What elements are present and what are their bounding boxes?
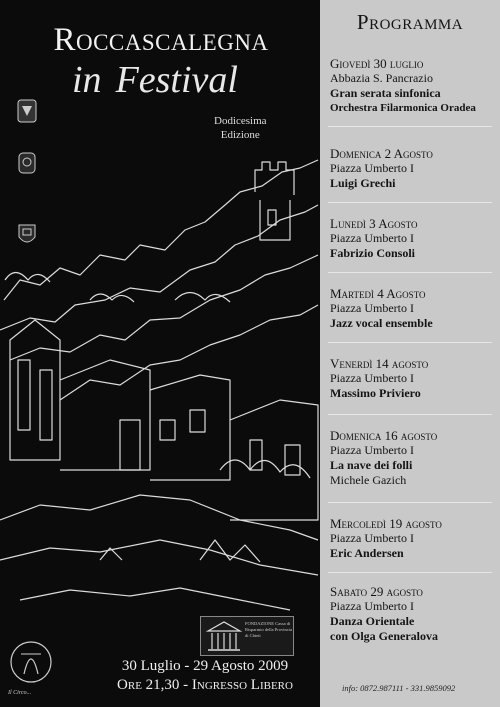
programma-title: Programma (356, 10, 464, 34)
event-place: Piazza Umberto I (330, 531, 414, 545)
date-range: 30 Luglio - 29 Agosto 2009 (121, 658, 289, 674)
festival-title: Roccascalegna (53, 22, 269, 58)
event-day: Giovedì 30 luglio (330, 56, 424, 71)
event-performer: Massimo Priviero (330, 386, 421, 400)
edition-label (214, 114, 267, 142)
divider (328, 502, 492, 503)
event-day: Mercoledì 19 agosto (330, 516, 442, 531)
edition-line-2: Edizione (220, 129, 260, 141)
event-performer: Eric Andersen (330, 546, 404, 560)
event-item (330, 146, 498, 191)
event-item (330, 216, 498, 261)
event-performer: Jazz vocal ensemble (330, 316, 433, 330)
event-day: Domenica 16 agosto (330, 428, 438, 443)
event-day: Domenica 2 Agosto (330, 146, 433, 161)
divider (328, 342, 492, 343)
event-item (330, 516, 498, 561)
event-place: Piazza Umberto I (330, 231, 414, 245)
regione-crest-icon (14, 98, 40, 124)
event-day: Lunedì 3 Agosto (330, 216, 418, 231)
event-place: Abbazia S. Pancrazio (330, 71, 433, 85)
event-performer: Luigi Grechi (330, 176, 396, 190)
event-item (330, 286, 498, 331)
divider (328, 126, 492, 127)
event-extra: con Olga Generalova (330, 629, 438, 643)
provincia-crest-icon (14, 150, 40, 176)
event-place: Piazza Umberto I (330, 301, 414, 315)
event-place: Piazza Umberto I (330, 443, 414, 457)
bottom-logo-text: Il Circo... (8, 690, 32, 696)
divider (328, 202, 492, 203)
programma-panel (320, 0, 500, 707)
divider (328, 272, 492, 273)
event-day: Venerdì 14 agosto (330, 356, 429, 371)
divider (328, 572, 492, 573)
fondazione-label: FONDAZIONE Cassa di Risparmio della Provincia di Chieti (245, 621, 292, 638)
time-entry: Ore 21,30 - Ingresso Libero (117, 677, 293, 693)
festival-dates (90, 658, 320, 694)
event-performer: Gran serata sinfonica (330, 86, 441, 100)
event-item (330, 584, 498, 644)
edition-line-1: Dodicesima (214, 115, 267, 127)
event-item (330, 56, 498, 116)
emblem-icon (6, 634, 56, 690)
festival-subtitle (72, 58, 238, 102)
fondazione-logo (200, 616, 294, 656)
event-extra: Orchestra Filarmonica Oradea (330, 102, 476, 114)
bottom-left-logo (6, 634, 56, 704)
event-item (330, 356, 498, 401)
subtitle-festival: Festival (115, 59, 238, 101)
event-extra: Michele Gazich (330, 473, 407, 487)
divider (328, 414, 492, 415)
info-contact: info: 0872.987111 - 331.9859092 (342, 683, 456, 693)
event-performer: La nave dei folli (330, 458, 413, 472)
comune-crest-icon (14, 222, 40, 248)
event-place: Piazza Umberto I (330, 161, 414, 175)
event-day: Martedì 4 Agosto (330, 286, 426, 301)
event-item (330, 428, 498, 488)
event-place: Piazza Umberto I (330, 371, 414, 385)
event-performer: Fabrizio Consoli (330, 246, 416, 260)
event-day: Sabato 29 agosto (330, 584, 423, 599)
event-performer: Danza Orientale (330, 614, 415, 628)
temple-icon (204, 619, 244, 655)
subtitle-in: in (72, 59, 102, 101)
event-place: Piazza Umberto I (330, 599, 414, 613)
